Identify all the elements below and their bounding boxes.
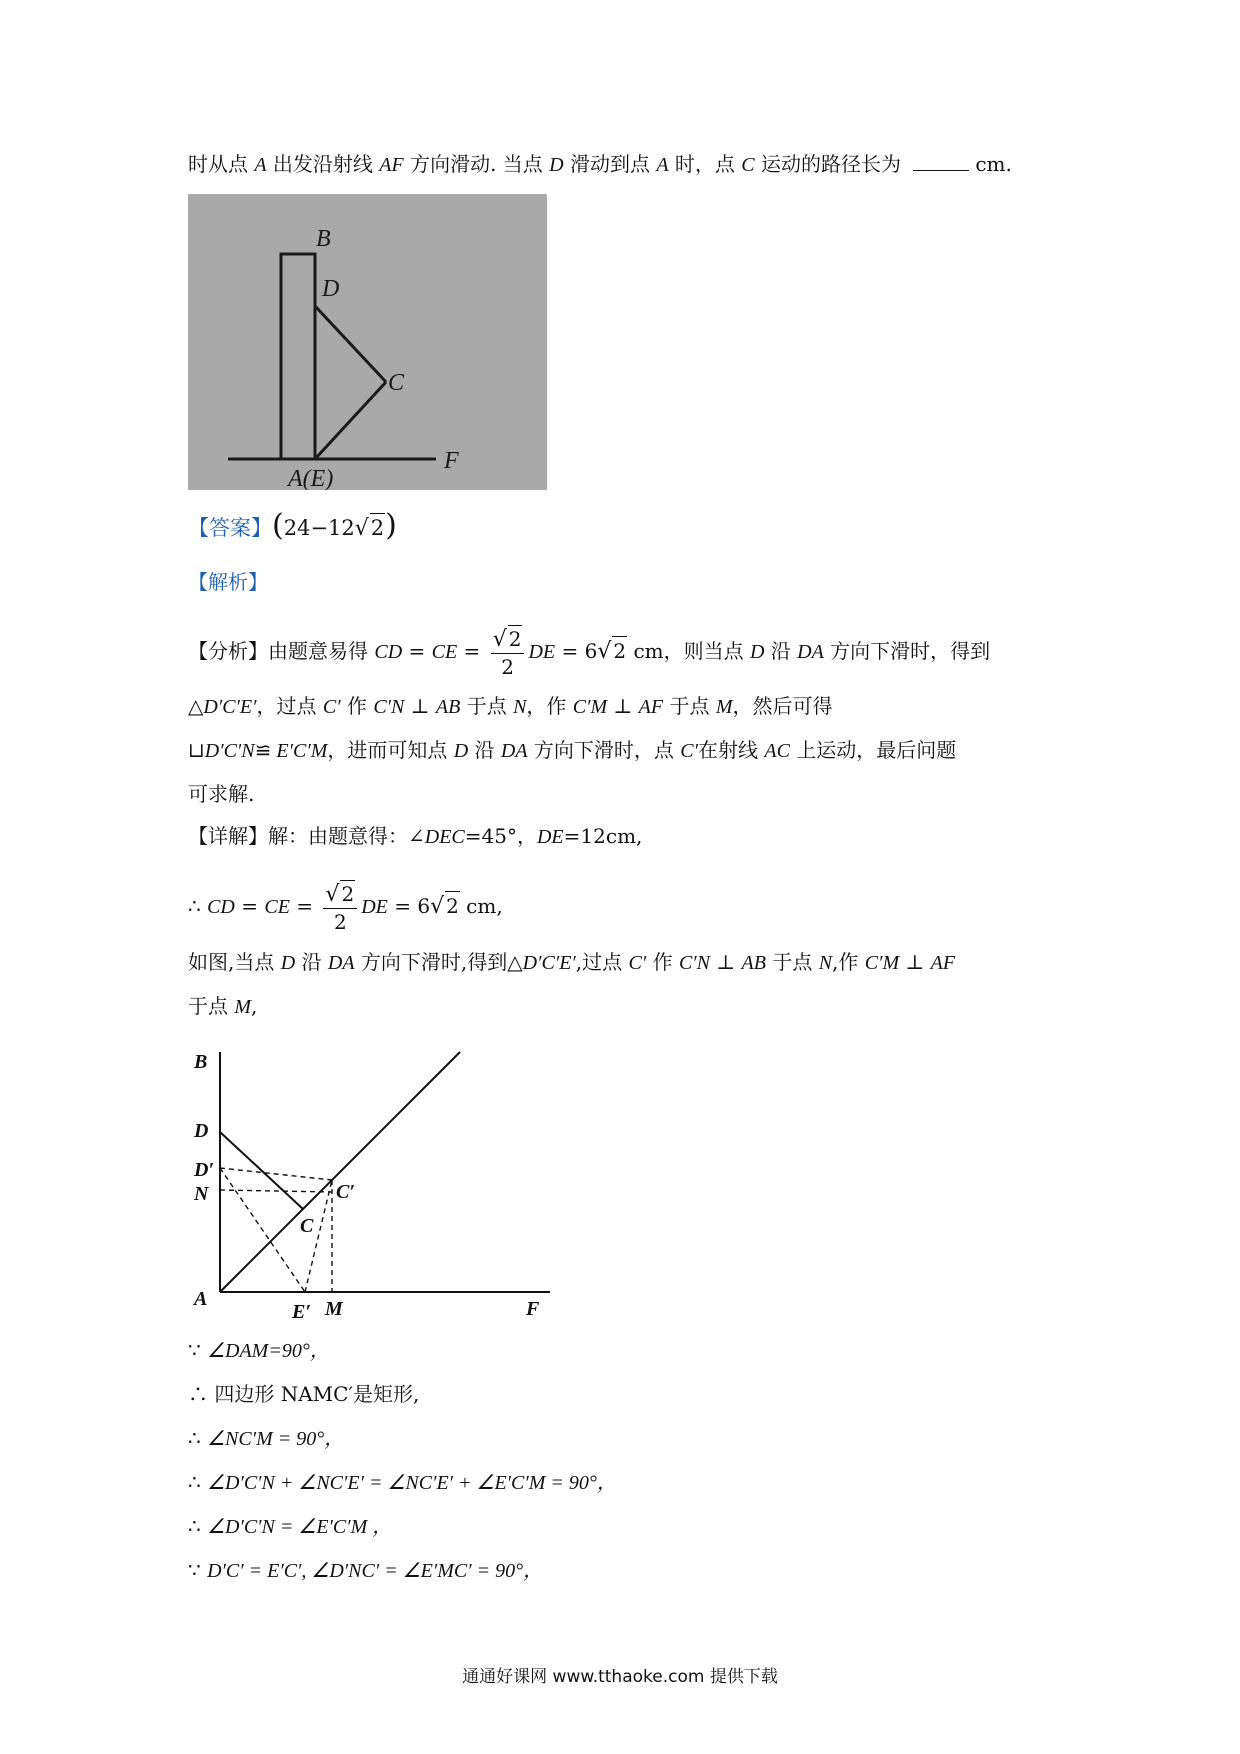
fenxi-line-3	[188, 736, 956, 765]
var: C′	[628, 952, 647, 974]
text: 解：由题意得：∠	[268, 824, 425, 848]
label-B: B	[194, 1051, 208, 1073]
label-B: B	[316, 226, 331, 252]
symbol: ∵	[188, 1558, 208, 1582]
text: ∠D′C′N = ∠E′C′M ，	[207, 1516, 393, 1538]
text: =	[289, 894, 320, 918]
var: DA	[797, 641, 824, 663]
var: AF	[379, 154, 404, 176]
var: CE	[264, 896, 290, 918]
text: ,	[251, 994, 258, 1018]
text: 作	[646, 950, 679, 974]
text: 上运动，最后问题	[789, 738, 957, 762]
text: 于点	[765, 950, 819, 974]
label-AE: A(E)	[288, 466, 334, 490]
label-F: F	[444, 448, 459, 474]
symbol: ∴	[188, 1514, 208, 1538]
geometry-diagram	[190, 1040, 560, 1330]
var: DE	[528, 641, 556, 663]
text: = 6	[555, 639, 598, 663]
segment-DpEp	[220, 1168, 305, 1292]
text: D′C′ = E′C′, ∠D′NC′ = ∠E′MC′ = 90°，	[207, 1560, 544, 1582]
step-line	[188, 1556, 543, 1585]
text: ⊔	[188, 738, 205, 762]
var: D′C′E′	[203, 696, 257, 718]
var: AB	[435, 696, 461, 718]
answer-blank	[913, 152, 969, 171]
geometry-figure	[190, 1040, 560, 1330]
symbol: ∵	[188, 1338, 208, 1362]
var: D′C′E′	[522, 952, 576, 974]
text: 时从点	[188, 152, 255, 176]
denominator: 2	[501, 655, 514, 679]
text: 时，点	[668, 152, 742, 176]
var: D′C′N	[204, 740, 255, 762]
text: 滑动到点	[563, 152, 657, 176]
var: CD	[207, 896, 235, 918]
text: ，进而可知点	[327, 738, 454, 762]
step-line	[188, 1424, 344, 1453]
text: 沿	[764, 639, 798, 663]
text: 如图,当点	[188, 950, 281, 974]
text: 于点	[663, 694, 716, 718]
var: N	[513, 696, 527, 718]
var: D	[280, 952, 296, 974]
analysis-tag-line	[188, 568, 268, 596]
var: AC	[764, 740, 790, 762]
var: DA	[500, 740, 528, 762]
text: ，过点	[256, 694, 323, 718]
fenxi-line-1: 【分析】由题意易得 CD = CE = $\frac{√ 2}{2}$ DE = 6√ 2 cm，则当点 D 沿 DA 方向下滑时，得到	[188, 627, 991, 679]
label-Ep: E′	[292, 1301, 311, 1323]
text: =45°，	[464, 824, 537, 848]
var: AF	[638, 696, 664, 718]
text: ,作	[832, 950, 865, 974]
var: A	[656, 154, 669, 176]
symbol: ∴	[188, 1426, 208, 1450]
text: △	[188, 694, 204, 718]
text: ⊥	[710, 950, 742, 974]
var: DE	[536, 826, 564, 848]
text: =12cm,	[563, 824, 643, 848]
step-line	[188, 1468, 617, 1497]
var: A	[254, 154, 267, 176]
text: 方向下滑时，得到	[823, 639, 991, 663]
radicand: 2	[612, 636, 627, 665]
label-Dp: D′	[194, 1159, 215, 1181]
symbol: ∴	[188, 1382, 215, 1406]
fenxi-line-4	[188, 780, 254, 808]
fenxi-line-2	[188, 692, 833, 721]
text: 由题意易得	[268, 639, 375, 663]
segment-DC	[220, 1132, 303, 1209]
var: AF	[930, 952, 956, 974]
text: 方向下滑时，点	[527, 738, 681, 762]
label-C: C	[300, 1215, 314, 1237]
text: cm，则当点	[627, 639, 750, 663]
text: ∠D′C′N + ∠NC′E′ = ∠NC′E′ + ∠E′C′M = 90°，	[207, 1472, 617, 1494]
symbol: ∴	[188, 894, 208, 918]
text: ∠NC′M = 90°，	[207, 1428, 345, 1450]
label-F: F	[526, 1298, 540, 1320]
radicand: 2	[508, 627, 522, 651]
text: ∠DAM=90°，	[207, 1340, 330, 1362]
var: DE	[361, 896, 388, 918]
text: cm.	[975, 152, 1012, 176]
var: C′	[322, 696, 341, 718]
var: CE	[431, 641, 458, 663]
text: ≌	[254, 738, 272, 762]
text: ⊥	[404, 694, 436, 718]
radicand: 2	[341, 882, 355, 906]
text: 方向滑动. 当点	[403, 152, 550, 176]
label-C: C	[388, 370, 405, 396]
label-A: A	[194, 1288, 208, 1310]
answer-tag: 【答案】	[188, 516, 272, 540]
text: ，然后可得	[732, 694, 833, 718]
text: =	[457, 639, 487, 663]
paren: )	[385, 508, 397, 543]
var: C′M	[864, 952, 900, 974]
text: cm,	[459, 894, 503, 918]
symbol: ∴	[188, 1470, 208, 1494]
text: 出发沿射线	[266, 152, 380, 176]
var: E′C′M	[271, 740, 328, 762]
step-line	[188, 1380, 419, 1408]
detail-line	[188, 822, 642, 851]
var: C	[741, 154, 755, 176]
label-D: D	[322, 276, 340, 302]
var: M	[234, 996, 252, 1018]
radicand: 2	[445, 891, 460, 920]
fraction: $\frac{√ 2}{2}$	[323, 880, 357, 935]
text: 在射线	[698, 738, 765, 762]
label-M: M	[325, 1298, 343, 1320]
rutu-line-2	[188, 992, 257, 1021]
text: 作	[340, 694, 374, 718]
text: ⊥	[899, 950, 931, 974]
var: D	[749, 641, 765, 663]
var: C′M	[572, 696, 608, 718]
var: D	[549, 154, 564, 176]
text: ，作	[526, 694, 573, 718]
text: 于点	[460, 694, 514, 718]
var: C′N	[678, 952, 711, 974]
fenxi-tag: 【分析】	[188, 639, 268, 663]
var: CD	[374, 641, 403, 663]
answer-line: 【答案】(24−12√2)	[188, 508, 397, 543]
question-text-line	[188, 150, 1012, 179]
var: C′	[680, 740, 699, 762]
var: AB	[741, 952, 766, 974]
text: 方向下滑时,得到△	[354, 950, 523, 974]
text: 沿	[468, 738, 501, 762]
text: 运动的路径长为	[754, 152, 908, 176]
problem-photo	[188, 194, 547, 490]
var: C′N	[373, 696, 405, 718]
photo-diagram	[188, 194, 547, 490]
analysis-tag: 【解析】	[188, 570, 268, 594]
detail-tag: 【详解】	[188, 824, 268, 848]
paren: (	[272, 508, 284, 543]
text: =	[402, 639, 432, 663]
label-N: N	[194, 1183, 209, 1205]
var: N	[818, 952, 833, 974]
var: DEC	[424, 826, 465, 848]
label-D: D	[194, 1120, 209, 1142]
text: =	[234, 894, 265, 918]
text: ⊥	[607, 694, 639, 718]
step-line	[188, 1512, 392, 1541]
text: 于点	[188, 994, 235, 1018]
label-Cp: C′	[336, 1181, 355, 1203]
page-footer: 通通好课网 www.tthaoke.com 提供下载	[462, 1667, 778, 1687]
fraction: $\frac{√ 2}{2}$	[491, 625, 525, 680]
var: M	[715, 696, 733, 718]
text: 可求解.	[188, 782, 255, 806]
segment-DpCp	[220, 1168, 332, 1180]
answer-value: 24−12	[283, 516, 355, 540]
denominator: 2	[333, 910, 347, 934]
text: ,过点	[575, 950, 629, 974]
radicand: 2	[370, 513, 385, 542]
var: DA	[327, 952, 355, 974]
text: = 6	[387, 894, 431, 918]
var: D	[453, 740, 469, 762]
text: 四边形 NAMC′是矩形,	[214, 1382, 420, 1406]
step-line	[188, 1336, 330, 1365]
therefore-line-1: ∴ CD = CE = $\frac{√ 2}{2}$ DE = 6√ 2 cm,	[188, 882, 503, 934]
rutu-line-1	[188, 948, 955, 977]
text: 沿	[295, 950, 328, 974]
